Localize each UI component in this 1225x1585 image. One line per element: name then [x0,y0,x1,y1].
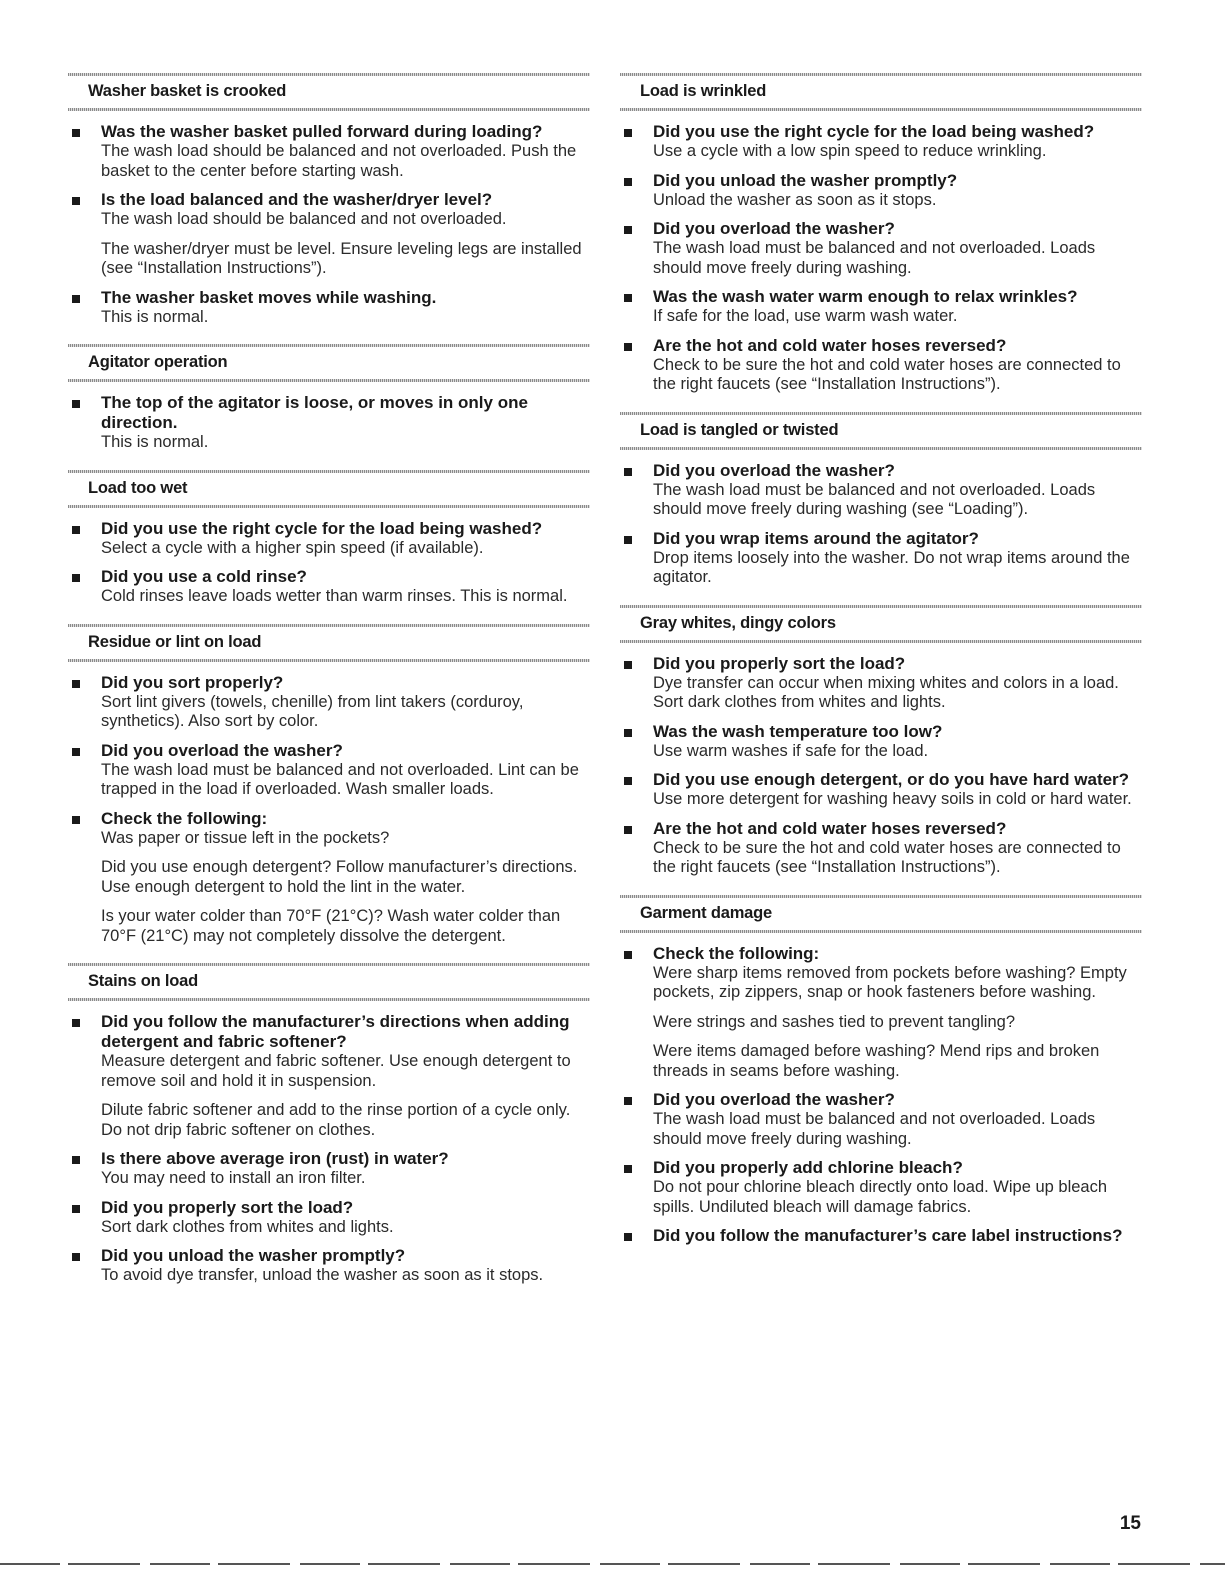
item-answer: The wash load should be balanced and not overloaded. [101,210,507,228]
item-answer: Were strings and sashes tied to prevent tangling? [653,1012,1015,1031]
item-question: Are the hot and cold water hoses reversed? [653,335,1007,355]
page-number: 15 [1119,1513,1141,1534]
troubleshooting-section [620,409,1142,588]
square-bullet-icon [72,295,80,303]
item-answer: This is normal. [101,307,209,326]
list-item [620,654,1142,713]
item-question: Did you unload the washer promptly? [101,1246,406,1265]
troubleshooting-section [620,892,1142,1247]
square-bullet-icon [72,574,80,582]
square-bullet-icon [624,129,632,137]
square-bullet-icon [624,226,632,234]
square-bullet-icon [624,826,632,834]
list-item [68,288,590,328]
item-answer: Do not pour chlorine bleach directly onto load. Wipe up bleach spills. Undiluted bleach will damage fabrics. [653,1178,1108,1216]
item-answer: Were sharp items removed from pockets before washing? Empty pockets, zip zippers, snap or hook fasteners before washing. [653,963,1127,1001]
item-answer: The wash load must be balanced and not overloaded. Loads should move freely during washing. [653,1110,1096,1148]
item-question: Are the hot and cold water hoses reversed? [653,818,1007,838]
item-question: Did you properly sort the load? [101,1197,354,1217]
item-question: Did you follow the manufacturer’s directions when adding detergent and fabric softener? [101,1012,570,1051]
list-item [68,1012,590,1140]
item-question: Was the washer basket pulled forward during loading? [101,122,543,141]
list-item [68,673,590,732]
item-question: Was the wash temperature too low? [653,721,943,741]
square-bullet-icon [72,1205,80,1213]
list-item [68,741,590,800]
list-item [620,1158,1142,1217]
list-item [68,519,590,559]
square-bullet-icon [624,661,632,669]
item-question: Did you overload the washer? [653,460,895,480]
item-question: Did you overload the washer? [653,1090,895,1109]
item-answer: Check to be sure the hot and cold water hoses are connected to the right faucets (see “Installation Instructions”). [653,838,1121,876]
item-answer: Is your water colder than 70°F (21°C)? Wash water colder than 70°F (21°C) may not completely dissolve the detergent. [101,907,561,945]
section-heading: Residue or lint on load [68,621,590,664]
item-question: Did you wrap items around the agitator? [653,528,979,548]
section-heading: Washer basket is crooked [68,70,590,113]
list-item [620,722,1142,762]
item-answer: Did you use enough detergent? Follow manufacturer’s directions. Use enough detergent to hold the lint in the water. [101,858,578,896]
square-bullet-icon [72,680,80,688]
troubleshooting-section [68,960,590,1286]
square-bullet-icon [624,951,632,959]
item-question: Did you use the right cycle for the load being washed? [101,518,543,538]
square-bullet-icon [72,1019,80,1027]
list-item [620,336,1142,395]
item-question: Did you overload the washer? [101,740,343,760]
square-bullet-icon [72,400,80,408]
item-question: Check the following: [653,943,820,963]
item-question: Is there above average iron (rust) in water? [101,1149,449,1168]
item-answer: Use warm washes if safe for the load. [653,741,929,760]
square-bullet-icon [624,1097,632,1105]
item-answer: Use more detergent for washing heavy soils in cold or hard water. [653,790,1132,808]
item-question: Was the wash water warm enough to relax wrinkles? [653,287,1078,306]
square-bullet-icon [72,129,80,137]
square-bullet-icon [72,748,80,756]
list-item [620,529,1142,588]
item-answer: The wash load must be balanced and not overloaded. Loads should move freely during washing. [653,239,1096,277]
list-item [68,190,590,279]
square-bullet-icon [624,178,632,186]
list-item [620,287,1142,327]
item-answer: Dilute fabric softener and add to the rinse portion of a cycle only. Do not drip fabric softener on clothes. [101,1101,571,1139]
list-item [68,1149,590,1189]
item-answer: The wash load must be balanced and not overloaded. Loads should move freely during washing (see “Loading”). [653,480,1096,518]
item-answer: Sort dark clothes from whites and lights. [101,1217,394,1236]
item-question: Check the following: [101,808,268,828]
list-item [620,944,1142,1082]
section-heading: Load is tangled or twisted [620,409,1142,452]
item-answer: The wash load must be balanced and not overloaded. Lint can be trapped in the load if overloaded. Wash smaller loads. [101,760,579,798]
troubleshooting-section [68,621,590,947]
list-item [620,1090,1142,1149]
list-item [620,219,1142,278]
item-answer: The washer/dryer must be level. Ensure leveling legs are installed (see “Installation Instructions”). [101,239,582,277]
item-question: Did you unload the washer promptly? [653,170,958,190]
list-item [68,122,590,181]
square-bullet-icon [624,729,632,737]
list-item [620,1226,1142,1246]
item-answer: Cold rinses leave loads wetter than warm rinses. This is normal. [101,587,568,605]
item-answer: Measure detergent and fabric softener. Use enough detergent to remove soil and hold it in suspension. [101,1052,571,1090]
troubleshooting-section [68,341,590,453]
square-bullet-icon [624,294,632,302]
square-bullet-icon [72,526,80,534]
item-question: Did you use a cold rinse? [101,567,307,586]
item-question: The top of the agitator is loose, or moves in only one direction. [101,393,528,432]
item-question: Did you properly add chlorine bleach? [653,1158,963,1177]
square-bullet-icon [72,1156,80,1164]
item-question: Is the load balanced and the washer/dryer level? [101,190,493,209]
item-answer: Sort lint givers (towels, chenille) from lint takers (corduroy, synthetics). Also sort by color. [101,692,524,730]
list-item [620,819,1142,878]
square-bullet-icon [624,777,632,785]
item-question: Did you overload the washer? [653,219,895,238]
item-answer: You may need to install an iron filter. [101,1169,366,1187]
square-bullet-icon [624,343,632,351]
list-item [620,122,1142,162]
item-answer: If safe for the load, use warm wash water. [653,307,958,325]
item-question: The washer basket moves while washing. [101,287,437,307]
item-answer: This is normal. [101,433,209,451]
section-heading: Garment damage [620,892,1142,935]
left-column [68,70,590,1300]
item-answer: Was paper or tissue left in the pockets? [101,828,390,847]
item-answer: Use a cycle with a low spin speed to reduce wrinkling. [653,142,1047,160]
troubleshooting-section [68,70,590,327]
item-answer: Dye transfer can occur when mixing whites and colors in a load. Sort dark clothes from whites and lights. [653,673,1119,711]
troubleshooting-section [620,70,1142,395]
list-item [620,770,1142,810]
item-question: Did you properly sort the load? [653,653,906,673]
list-item [68,1246,590,1286]
troubleshooting-section [620,602,1142,878]
item-answer: To avoid dye transfer, unload the washer as soon as it stops. [101,1266,544,1284]
troubleshooting-section [68,467,590,607]
item-answer: Select a cycle with a higher spin speed (if available). [101,538,484,557]
square-bullet-icon [624,1233,632,1241]
footer-rule [0,1563,1225,1565]
section-heading: Load too wet [68,467,590,510]
right-column [620,70,1142,1260]
item-answer: Unload the washer as soon as it stops. [653,190,937,209]
item-answer: Check to be sure the hot and cold water hoses are connected to the right faucets (see “Installation Instructions”). [653,355,1121,393]
section-heading: Agitator operation [68,341,590,384]
list-item [68,809,590,947]
list-item [620,461,1142,520]
item-answer: The wash load should be balanced and not overloaded. Push the basket to the center before starting wash. [101,142,577,180]
square-bullet-icon [624,1165,632,1173]
section-heading: Load is wrinkled [620,70,1142,113]
list-item [68,393,590,453]
section-heading: Gray whites, dingy colors [620,602,1142,645]
item-question: Did you use enough detergent, or do you have hard water? [653,770,1130,789]
section-heading: Stains on load [68,960,590,1003]
list-item [620,171,1142,211]
square-bullet-icon [624,536,632,544]
item-answer: Drop items loosely into the washer. Do not wrap items around the agitator. [653,548,1130,586]
list-item [68,1198,590,1238]
square-bullet-icon [72,197,80,205]
item-question: Did you follow the manufacturer’s care label instructions? [653,1226,1123,1245]
square-bullet-icon [72,816,80,824]
list-item [68,567,590,607]
square-bullet-icon [72,1253,80,1261]
item-answer: Were items damaged before washing? Mend rips and broken threads in seams before washing. [653,1042,1100,1080]
item-question: Did you sort properly? [101,672,284,692]
square-bullet-icon [624,468,632,476]
item-question: Did you use the right cycle for the load being washed? [653,122,1095,141]
